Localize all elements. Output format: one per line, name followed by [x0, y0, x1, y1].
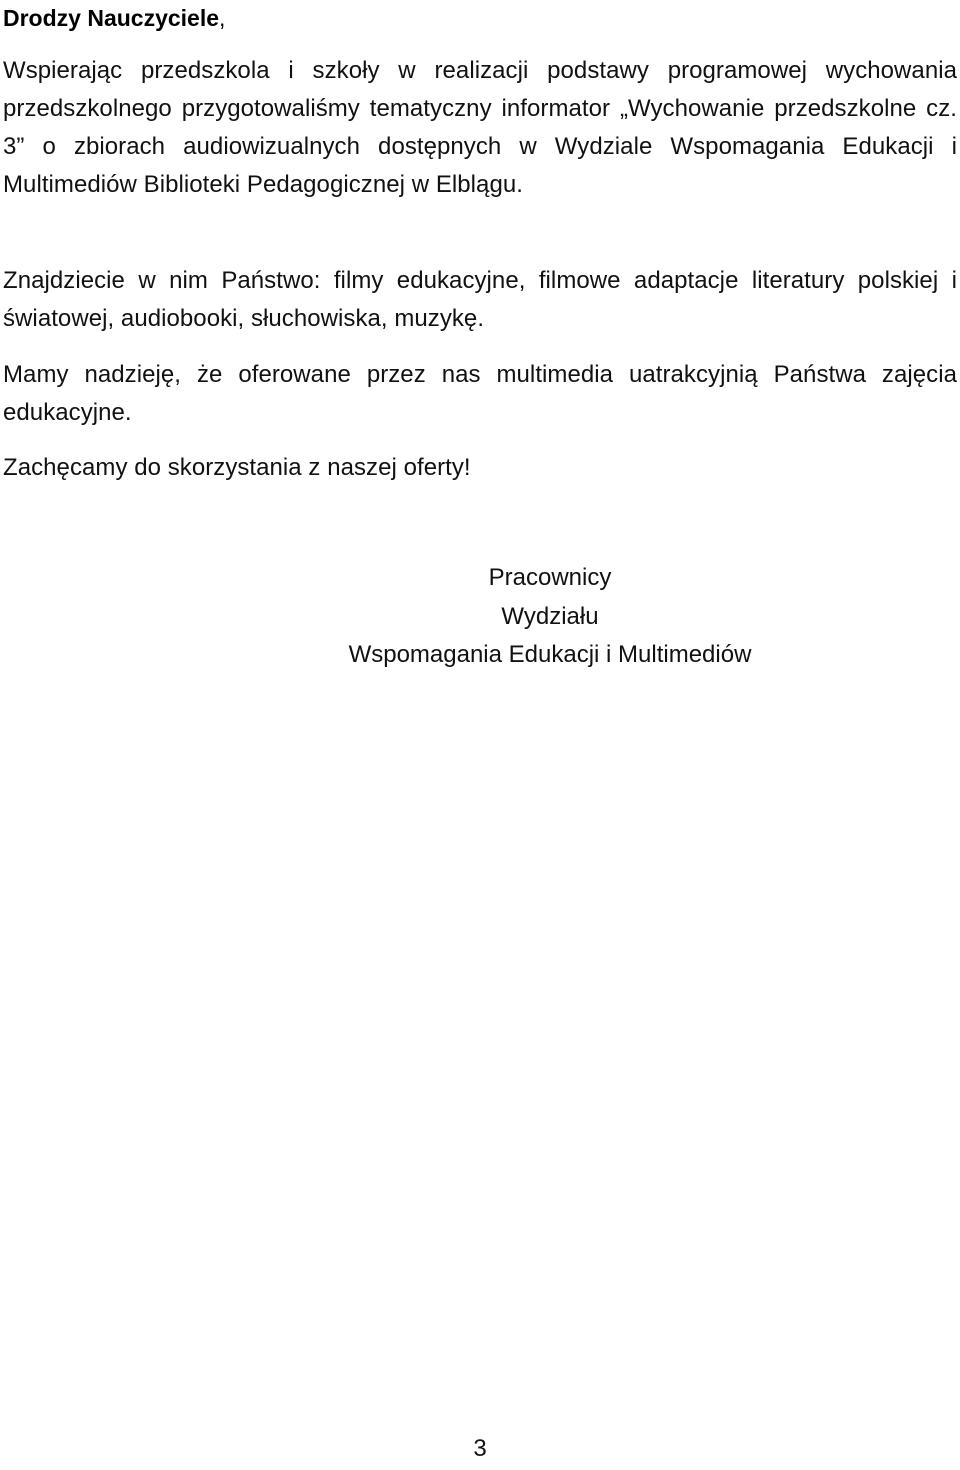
salutation-name: Drodzy Nauczyciele [3, 5, 220, 31]
signature-line-3: Wspomagania Edukacji i Multimediów [348, 641, 752, 668]
page-number: 3 [473, 1435, 487, 1462]
invitation-paragraph: Zachęcamy do skorzystania z naszej oferty! [3, 454, 471, 481]
signature-block [3, 559, 960, 675]
intro-paragraph: Wspierając przedszkola i szkoły w realizacji podstawy programowej wychowania przedszkolnego przygotowaliśmy tematyczny informator „Wychowanie przedszkolne cz. 3” o zbiorach audiowizualnych dostępnych w Wydziale Wspomagania Edukacji i Multimediów Biblioteki Pedagogicznej w Elblągu. [3, 57, 957, 198]
contents-paragraph: Znajdziecie w nim Państwo: filmy edukacyjne, filmowe adaptacje literatury polskiej i światowej, audiobooki, słuchowiska, muzykę. [3, 267, 957, 332]
salutation-punctuation: , [219, 5, 226, 31]
signature-line-1: Pracownicy [488, 564, 612, 591]
hope-paragraph: Mamy nadzieję, że oferowane przez nas multimedia uatrakcyjnią Państwa zajęcia edukacyjne. [3, 361, 957, 426]
salutation [3, 4, 225, 32]
signature-line-2: Wydziału [501, 602, 599, 630]
document-page [3, 0, 957, 1470]
